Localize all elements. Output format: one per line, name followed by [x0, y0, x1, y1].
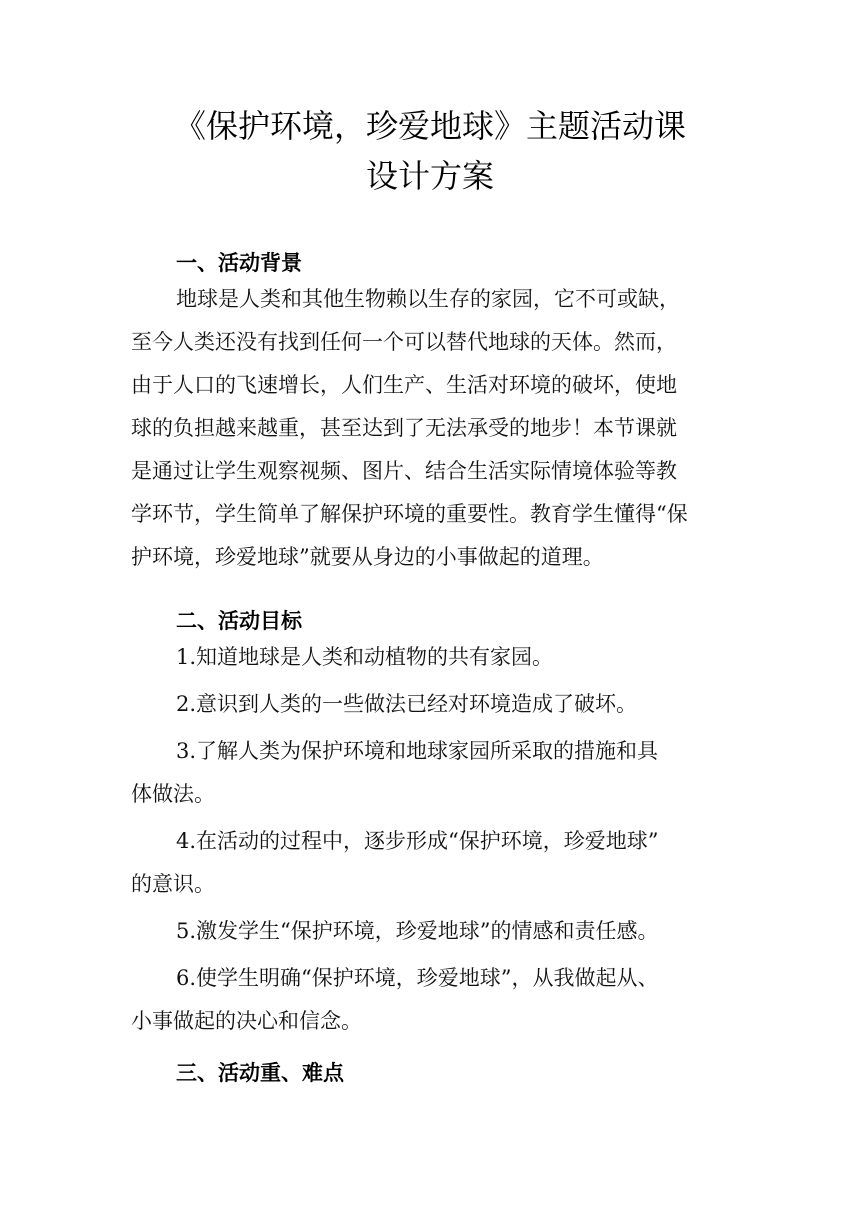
document-title-line-2: 设计方案 [365, 157, 494, 195]
document-title-line-1: 《保护环境，珍爱地球》主题活动课 [173, 107, 686, 145]
background-line-3: 由于人口的飞速增长，人们生产、生活对环境的破坏，使地 [131, 373, 677, 397]
goal-item-3: 3.了解人类为保护环境和地球家园所采取的措施和具 [176, 739, 659, 763]
goal-item-6: 6.使学生明确“保护环境，珍爱地球”，从我做起从、 [176, 966, 659, 990]
goal-item-6-cont: 小事做起的决心和信念。 [131, 1009, 362, 1033]
section-heading-key-points: 三、活动重、难点 [176, 1061, 344, 1085]
goal-item-2: 2.意识到人类的一些做法已经对环境造成了破坏。 [176, 692, 638, 716]
goal-item-1: 1.知道地球是人类和动植物的共有家园。 [176, 645, 554, 669]
goal-item-4-cont: 的意识。 [131, 872, 215, 896]
goal-item-5: 5.激发学生“保护环境，珍爱地球”的情感和责任感。 [176, 919, 659, 943]
background-line-6: 学环节，学生简单了解保护环境的重要性。教育学生懂得“保 [131, 502, 688, 526]
background-line-5: 是通过让学生观察视频、图片、结合生活实际情境体验等教 [131, 459, 677, 483]
background-line-4: 球的负担越来越重，甚至达到了无法承受的地步！本节课就 [131, 416, 677, 440]
section-heading-background: 一、活动背景 [176, 251, 302, 275]
background-line-7: 护环境，珍爱地球”就要从身边的小事做起的道理。 [131, 545, 604, 569]
background-line-2: 至今人类还没有找到任何一个可以替代地球的天体。然而， [131, 330, 677, 354]
goal-item-3-cont: 体做法。 [131, 782, 215, 806]
section-heading-goals: 二、活动目标 [176, 609, 302, 633]
background-line-1: 地球是人类和其他生物赖以生存的家园，它不可或缺， [176, 287, 680, 311]
goal-item-4: 4.在活动的过程中，逐步形成“保护环境，珍爱地球” [176, 829, 659, 853]
